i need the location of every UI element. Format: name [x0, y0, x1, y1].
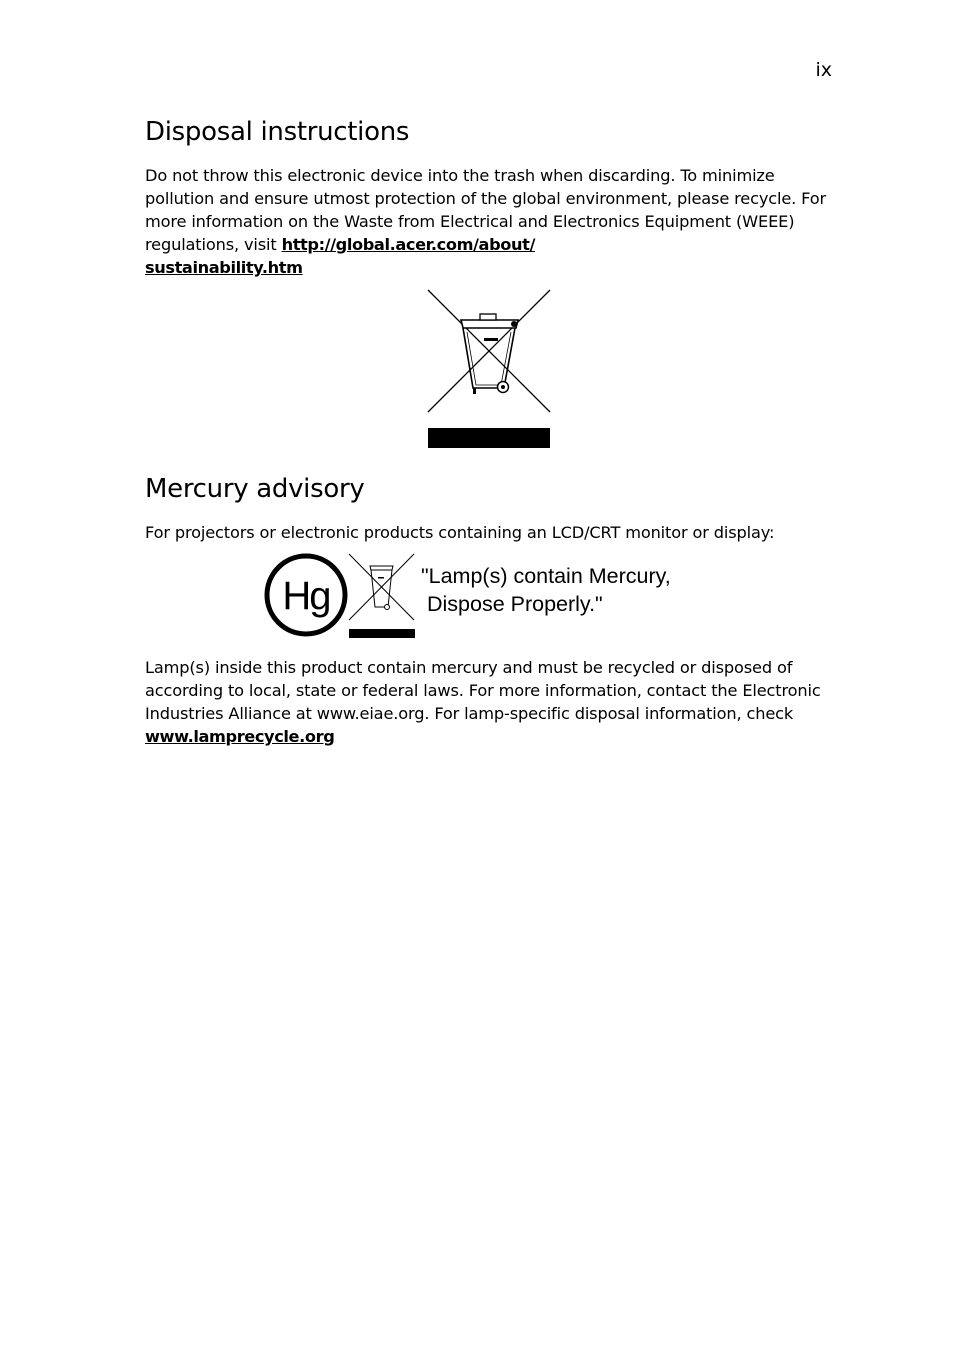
mercury-paragraph: [145, 656, 845, 748]
mercury-heading: Mercury advisory: [145, 474, 365, 504]
disposal-paragraph: [145, 164, 845, 279]
mercury-body-text: Lamp(s) inside this product contain mercury and must be recycled or disposed of according to local, state or federal laws. For more information, contact the Electronic Industries Alliance at www.eiae.org. For lamp-specific disposal information, check: [145, 658, 821, 723]
lamprecycle-link[interactable]: www.lamprecycle.org: [145, 727, 335, 746]
mercury-intro: For projectors or electronic products containing an LCD/CRT monitor or display:: [145, 523, 775, 542]
mercury-caption-line2: Dispose Properly.": [421, 592, 603, 616]
mercury-caption-line1: "Lamp(s) contain Mercury,: [421, 564, 671, 588]
disposal-body-text: Do not throw this electronic device into the trash when discarding. To minimize pollution and ensure utmost protection of the global environment, please recycle. For more information on the Waste from Electrical and Electronics Equipment (WEEE) regulations, visit: [145, 166, 827, 254]
mercury-caption: [421, 562, 671, 618]
hg-symbol-text: Hg: [282, 574, 330, 618]
acer-link-line1: http://global.acer.com/about/: [281, 235, 535, 254]
mercury-hg-symbol-icon: [262, 552, 420, 640]
page-number: ix: [815, 59, 832, 81]
disposal-heading: Disposal instructions: [145, 117, 410, 147]
acer-link-line2: sustainability.htm: [145, 258, 303, 277]
crossed-out-wheelie-bin-icon: [426, 288, 552, 450]
